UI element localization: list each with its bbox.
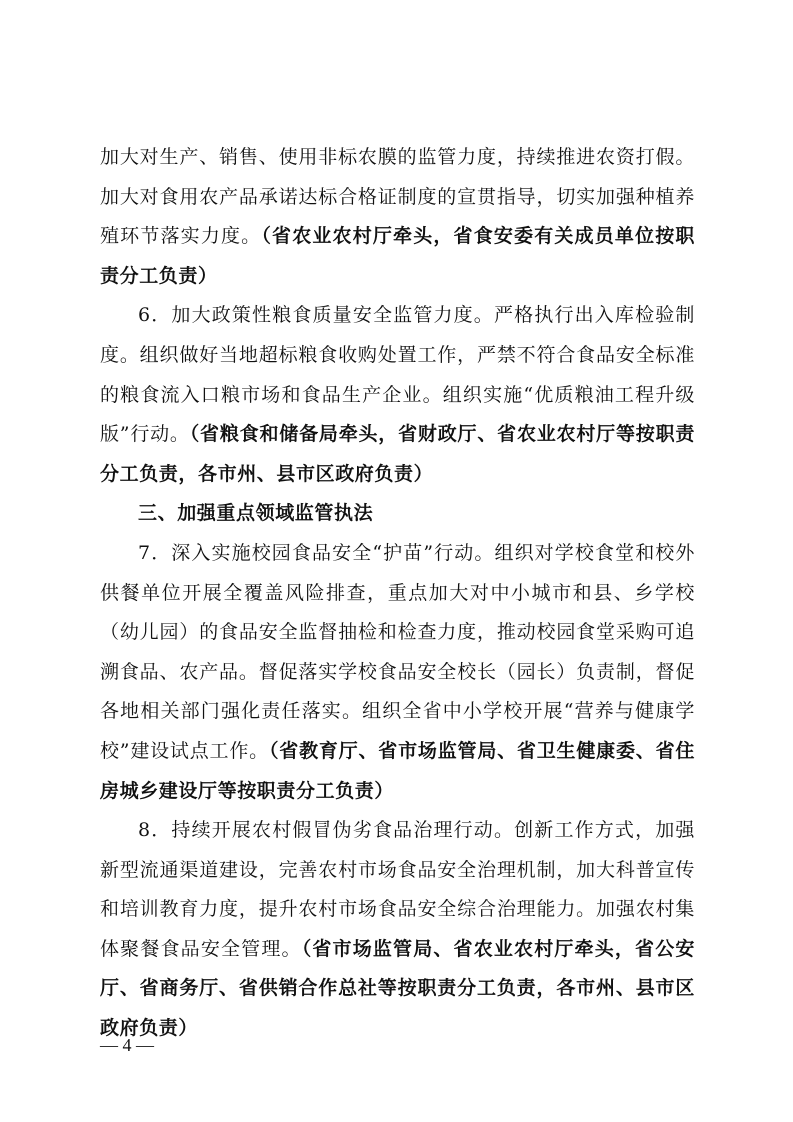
paragraph-continuation [100, 138, 695, 296]
section-heading: 三、加强重点领域监管执法 [138, 502, 374, 525]
responsibility-note: （省市场监管局、省农业农村厅牵头，省公安厅、省商务厅、省供销合作总社等按职责分工负责，各市州、县市区政府负责） [100, 937, 695, 1040]
paragraph-item-8 [100, 811, 695, 1049]
document-body [100, 138, 695, 1049]
paragraph-item-6 [100, 296, 695, 494]
paragraph-item-7 [100, 534, 695, 811]
paragraph-text: 加大对生产、销售、使用非标农膜的监管力度，持续推进农资打假。加大对食用农产品承诺达标合格证制度的宣贯指导，切实加强种植养殖环节落实力度。 [100, 146, 695, 248]
responsibility-note: （省教育厅、省市场监管局、省卫生健康委、省住房城乡建设厅等按职责分工负责） [100, 739, 695, 802]
responsibility-note: （省农业农村厅牵头，省食安委有关成员单位按职责分工负责） [100, 225, 695, 287]
paragraph-text: 8．持续开展农村假冒伪劣食品治理行动。创新工作方式，加强新型流通渠道建设，完善农村市场食品安全治理机制，加大科普宣传和培训教育力度，提升农村市场食品安全综合治理能力。加强农村集体聚餐食品安全管理。 [100, 819, 695, 960]
responsibility-note: （省粮食和储备局牵头，省财政厅、省农业农村厅等按职责分工负责，各市州、县市区政府负责） [100, 423, 695, 485]
page-number: — 4 — [100, 1035, 154, 1055]
paragraph-text: 7．深入实施校园食品安全“护苗”行动。组织对学校食堂和校外供餐单位开展全覆盖风险排查，重点加大对中小城市和县、乡学校（幼儿园）的食品安全监督抽检和检查力度，推动校园食堂采购可追溯食品、农产品。督促落实学校食品安全校长（园长）负责制，督促各地相关部门强化责任落实。组织全省中小学校开展“营养与健康学校”建设试点工作。 [100, 541, 695, 762]
paragraph-text: 6．加大政策性粮食质量安全监管力度。严格执行出入库检验制度。组织做好当地超标粮食收购处置工作，严禁不符合食品安全标准的粮食流入口粮市场和食品生产企业。组织实施“优质粮油工程升级版”行动。 [100, 304, 695, 446]
